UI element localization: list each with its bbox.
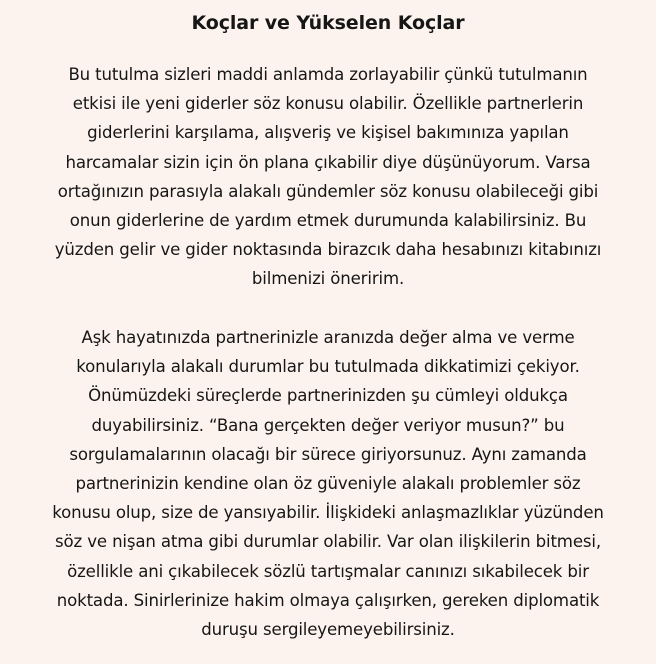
paragraph-line: harcamalar sizin için ön plana çıkabilir diye düşünüyorum. Varsa <box>65 152 591 172</box>
paragraph-line: duyabilirsiniz. “Bana gerçekten değer veriyor musun?” bu <box>91 415 565 435</box>
paragraph-line: konularıyla alakalı durumlar bu tutulmada dikkatimizi çekiyor. <box>76 357 580 377</box>
paragraph-line: özellikle ani çıkabilecek sözlü tartışmalar canınızı sıkabilecek bir <box>67 561 589 581</box>
paragraph-line: Önümüzdeki süreçlerde partnerinizden şu cümleyi oldukça <box>88 386 568 406</box>
paragraph-line: konusu olup, size de yansıyabilir. İlişkideki anlaşmazlıklar yüzünden <box>52 503 604 523</box>
paragraph-financial <box>6 60 650 294</box>
paragraph-line: partnerinizin kendine olan öz güveniyle alakalı problemler söz <box>75 474 581 494</box>
paragraph-line: sorgulamalarının olacağı bir sürece giriyorsunuz. Aynı zamanda <box>69 444 587 464</box>
paragraph-line: etkisi ile yeni giderler söz konusu olabilir. Özellikle partnerlerin <box>72 94 584 114</box>
paragraph-line: yüzden gelir ve gider noktasında birazcık daha hesabınızı kitabınızı <box>54 240 602 260</box>
paragraph-line: Bu tutulma sizleri maddi anlamda zorlayabilir çünkü tutulmanın <box>68 65 588 84</box>
paragraph-line: bilmenizi öneririm. <box>251 269 405 289</box>
page-title: Koçlar ve Yükselen Koçlar <box>191 12 465 34</box>
paragraph-line: noktada. Sinirlerinize hakim olmaya çalışırken, gereken diplomatik <box>56 590 600 610</box>
paragraph-love-life <box>6 323 650 644</box>
paragraph-line: Aşk hayatınızda partnerinizle aranızda değer alma ve verme <box>81 328 575 347</box>
paragraph-line: söz ve nişan atma gibi durumlar olabilir. Var olan ilişkilerin bitmesi, <box>55 532 601 552</box>
paragraph-line: duruşu sergileyemeyebilirsiniz. <box>201 620 455 640</box>
paragraph-line: ortağınızın parasıyla alakalı gündemler söz konusu olabileceği gibi <box>57 181 599 201</box>
paragraph-line: giderlerini karşılama, alışveriş ve kişisel bakımınıza yapılan <box>87 123 569 143</box>
paragraph-line: onun giderlerine de yardım etmek durumunda kalabilirsiniz. Bu <box>69 211 587 231</box>
